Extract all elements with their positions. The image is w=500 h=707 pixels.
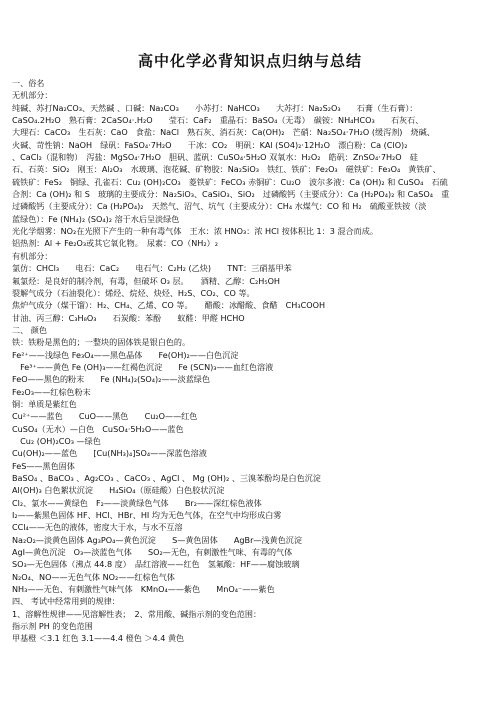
- text-line: 过磷酸钙（主要成分）：Ca (H₂PO₄)₂ 天然气、沼气、坑气（主要成分）：CH₄ 水煤气：CO 和 H₂ 硫酸亚铁铵（淡: [12, 201, 427, 212]
- text-line: 氟氯烃：是良好的制冷剂，有毒，但破坏 O₃ 层。 酒精、乙醇：C₂H₅OH: [12, 275, 281, 286]
- text-line: Cl₂、氯水——黄绿色 F₂——淡黄绿色气体 Br₂——深红棕色液体: [12, 497, 262, 508]
- text-line: 、CaCl₂（混和物） 泻盐：MgSO₄·7H₂O 胆矾、蓝矾：CuSO₄·5H₂O 双氧水：H₂O₂ 皓矾：ZnSO₄·7H₂O 硅: [12, 152, 418, 163]
- text-line: 有机部分：: [12, 250, 53, 261]
- text-line: Fe³⁺——黄色 Fe (OH)₃——红褐色沉淀 Fe (SCN)₃——血红色溶液: [12, 361, 274, 372]
- text-line: 焦炉气成分（煤干馏）：H₂、CH₄、乙烯、CO 等。 醋酸：冰醋酸、食醋 CH₃COOH: [12, 300, 326, 311]
- text-line: 合剂：Ca (OH)₂ 和 S 玻璃的主要成分：Na₂SiO₃、CaSiO₃、SiO₂ 过磷酸钙（主要成分）：Ca (H₂PO₄)₂ 和 CaSO₄ 重: [12, 189, 450, 200]
- text-line: FeS——黑色固体: [12, 460, 75, 471]
- text-line: N₂O₄、NO——无色气体 NO₂——红棕色气体: [12, 571, 175, 582]
- text-line: AgI—黄色沉淀 O₃—淡蓝色气体 SO₂—无色，有刺激性气味、有毒的气体: [12, 547, 293, 558]
- text-line: 火碱、苛性钠：NaOH 绿矾：FaSO₄·7H₂O 干冰：CO₂ 明矾：KAl (SO4)₂·12H₂O 漂白粉：Ca (ClO)₂: [12, 139, 408, 150]
- text-line: CaSO₄.2H₂O 熟石膏：2CaSO₄·.H₂O 莹石：CaF₂ 重晶石：BaSO₄（无毒） 碳铵：NH₄HCO₃ 石灰石、: [12, 115, 424, 126]
- text-line: 一、俗名: [12, 78, 45, 88]
- text-line: 光化学烟雾：NO₂在光照下产生的一种有毒气体 王水：浓 HNO₃：浓 HCl 按体积比 1：3 混合而成。: [12, 226, 378, 237]
- text-line: I₂——紫黑色固体 HF、HCl、HBr、HI 均为无色气体，在空气中均形成白雾: [12, 510, 282, 521]
- text-line: Fe₂O₃——红棕色粉末: [12, 386, 91, 397]
- text-line: Na₂O₂—淡黄色固体 Ag₃PO₄—黄色沉淀 S—黄色固体 AgBr—浅黄色沉淀: [12, 534, 302, 545]
- text-line: 蓝绿色）：Fe (NH₄)₂ (SO₄)₂ 溶于水后呈淡绿色: [12, 213, 180, 224]
- text-line: 氯仿：CHCl₃ 电石：CaC₂ 电石气：C₂H₂ (乙炔) TNT：三硝基甲苯: [12, 263, 292, 274]
- text-line: 石、石英：SiO₂ 刚玉：Al₂O₃ 水玻璃、泡花碱、矿物胶：Na₂SiO₃ 铁红、铁矿：Fe₂O₃ 磁铁矿：Fe₃O₄ 黄铁矿、: [12, 164, 441, 175]
- text-line: Fe²⁺——浅绿色 Fe₃O₄——黑色晶体 Fe(OH)₂——白色沉淀: [12, 349, 239, 360]
- text-line: 甘油、丙三醇：C₃H₈O₃ 石炭酸：苯酚 蚁醛：甲醛 HCHO: [12, 312, 245, 323]
- text-line: FeO——黑色的粉末 Fe (NH₄)₂(SO₄)₂——淡蓝绿色: [12, 374, 210, 385]
- text-line: Cu₂ (OH)₂CO₃ —绿色: [12, 435, 101, 446]
- text-line: CCl₄——无色的液体，密度大于水，与水不互溶: [12, 522, 183, 533]
- text-line: 大理石：CaCO₃ 生石灰：CaO 食盐：NaCl 熟石灰、消石灰：Ca(OH)₂ 芒硝：Na₂SO₄·7H₂O (缓泻剂) 烧碱、: [12, 127, 435, 138]
- text-line: BaSO₄ 、BaCO₃ 、Ag₂CO₃ 、CaCO₃ 、AgCl 、 Mg (OH)₂ 、三溴苯酚均是白色沉淀: [12, 473, 321, 483]
- text-line: 二、 颜色: [12, 324, 47, 335]
- text-line: 1、溶解性规律——见溶解性表； 2、常用酸、碱指示剂的变色范围：: [12, 608, 262, 619]
- text-line: 无机部分：: [12, 90, 53, 101]
- text-line: 纯碱、苏打Na₂CO₃、天然碱 、口碱：Na₂CO₃ 小苏打：NaHCO₃ 大苏打：Na₂S₂O₃ 石膏（生石膏）：: [12, 102, 418, 113]
- text-line: 硫铁矿：FeS₂ 铜绿、孔雀石：Cu₂ (OH)₂CO₃ 菱铁矿：FeCO₃ 赤铜矿：Cu₂O 波尔多液：Ca (OH)₂ 和 CuSO₄ 石硫: [12, 176, 448, 187]
- text-line: Cu(OH)₂——蓝色 [Cu(NH₃)₄]SO₄——深蓝色溶液: [12, 448, 207, 459]
- text-line: 铝热剂：Al + Fe₂O₃或其它氧化物。 尿素：CO（NH₂）₂: [12, 238, 218, 249]
- text-line: CuSO₄（无水）—白色 CuSO₄·5H₂O——蓝色: [12, 423, 184, 434]
- document-body: [12, 77, 488, 645]
- text-line: 裂解气成分（石油裂化）：烯烃、烷烃、炔烃、H₂S、CO₂、CO 等。: [12, 287, 255, 298]
- text-line: 甲基橙 ＜3.1 红色 3.1——4.4 橙色 ＞4.4 黄色: [12, 633, 185, 644]
- text-line: Cu²⁺——蓝色 CuO——黑色 Cu₂O——红色: [12, 411, 198, 422]
- document-title: 高中化学必背知识点归纳与总结: [137, 52, 362, 70]
- text-line: Al(OH)₃ 白色絮状沉淀 H₄SiO₄（原硅酸）白色胶状沉淀: [12, 485, 225, 496]
- text-line: 铁：铁粉是黑色的；一整块的固体铁是银白色的。: [12, 337, 191, 348]
- text-line: NH₃——无色、有刺激性气味气体 KMnO₄——紫色 MnO₄⁻——紫色: [12, 584, 275, 595]
- text-line: 铜：单质是紫红色: [12, 398, 77, 409]
- text-line: 指示剂 PH 的变色范围: [12, 621, 93, 632]
- text-line: SO₃—无色固体（沸点 44.8 度） 品红溶液——红色 氢氟酸：HF——腐蚀玻璃: [12, 559, 300, 570]
- text-line: 四、 考试中经常用到的规律：: [12, 596, 120, 607]
